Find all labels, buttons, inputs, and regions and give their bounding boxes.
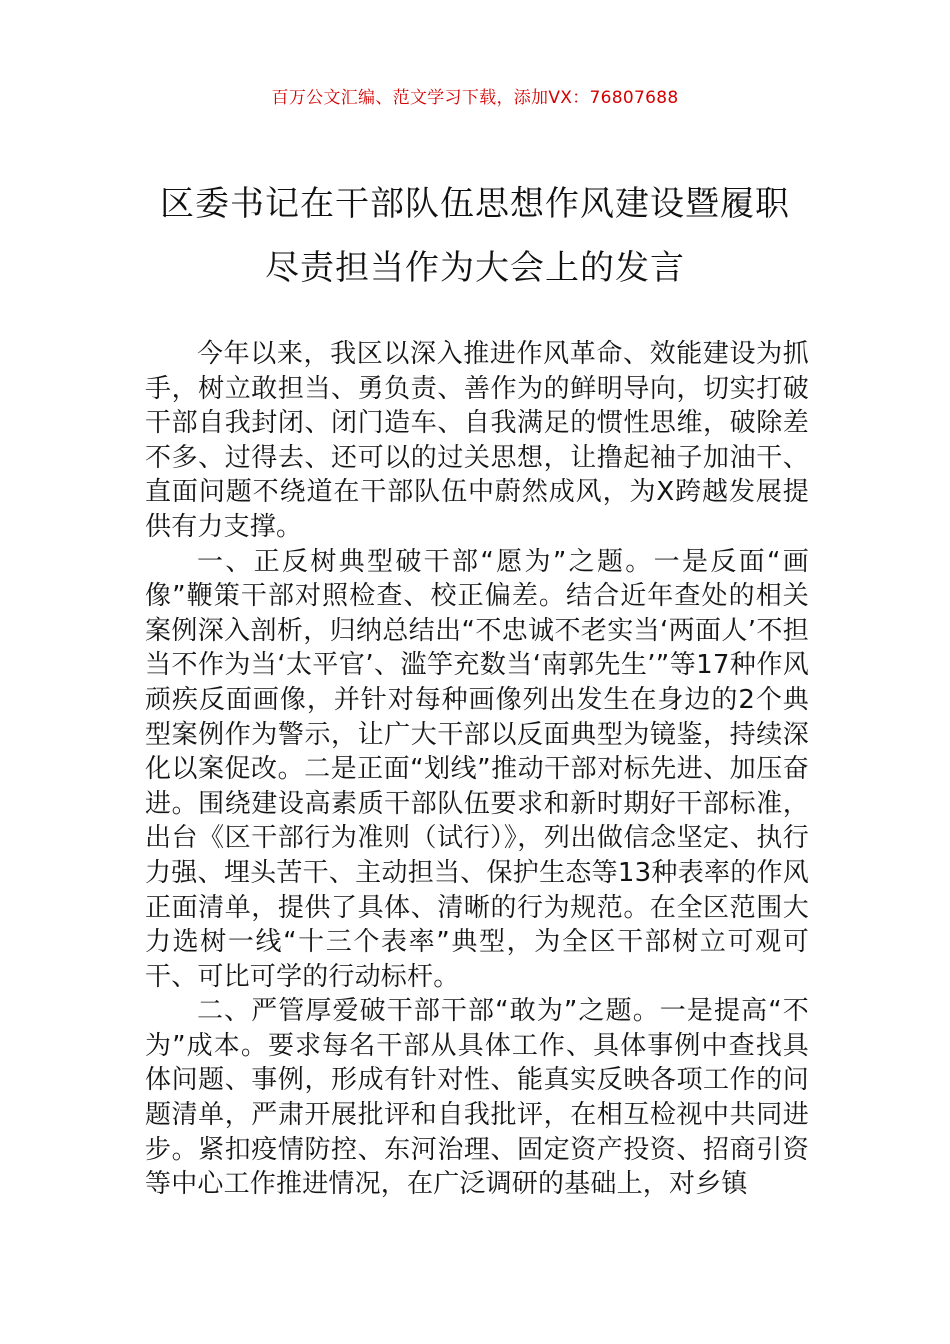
download-notice: 百万公文汇编、范文学习下载，添加VX：76807688 [271, 88, 679, 108]
paragraph-section-two: 二、严管厚爱破干部干部“敢为”之题。一是提高“不为”成本。要求每名干部从具体工作、具体事例中查找具体问题、事例，形成有针对性、能真实反映各项工作的问题清单，严肃开展批评和自我批评，在相互检视中共同进步。紧扣疫情防控、东河治理、固定资产投资、招商引资等中心工作推进情况，在广泛调研的基础上，对乡镇 [145, 996, 809, 1200]
title-line-1: 区委书记在干部队伍思想作风建设暨履职 [160, 184, 790, 224]
title-line-2: 尽责担当作为大会上的发言 [265, 248, 685, 288]
paragraph-section-one: 一、正反树典型破干部“愿为”之题。一是反面“画像”鞭策干部对照检查、校正偏差。结合近年查处的相关案例深入剖析，归纳总结出“不忠诚不老实当‘两面人’不担当不作为当‘太平官’、滥竽充数当‘南郭先生’”等17种作风顽疾反面画像，并针对每种画像列出发生在身边的2个典型案例作为警示，让广大干部以反面典型为镜鉴，持续深化以案促改。二是正面“划线”推动干部对标先进、加压奋进。围绕建设高素质干部队伍要求和新时期好干部标准，出台《区干部行为准则（试行）》，列出做信念坚定、执行力强、埋头苦干、主动担当、保护生态等13种表率的作风正面清单，提供了具体、清晰的行为规范。在全区范围大力选树一线“十三个表率”典型，为全区干部树立可观可干、可比可学的行动标杆。 [145, 546, 809, 992]
paragraph-intro: 今年以来，我区以深入推进作风革命、效能建设为抓手，树立敢担当、勇负责、善作为的鲜明导向，切实打破干部自我封闭、闭门造车、自我满足的惯性思维，破除差不多、过得去、还可以的过关思想，让撸起袖子加油干、直面问题不绕道在干部队伍中蔚然成风，为X跨越发展提供有力支撑。 [145, 339, 809, 542]
document-body [145, 337, 809, 1202]
document-title [95, 172, 855, 300]
